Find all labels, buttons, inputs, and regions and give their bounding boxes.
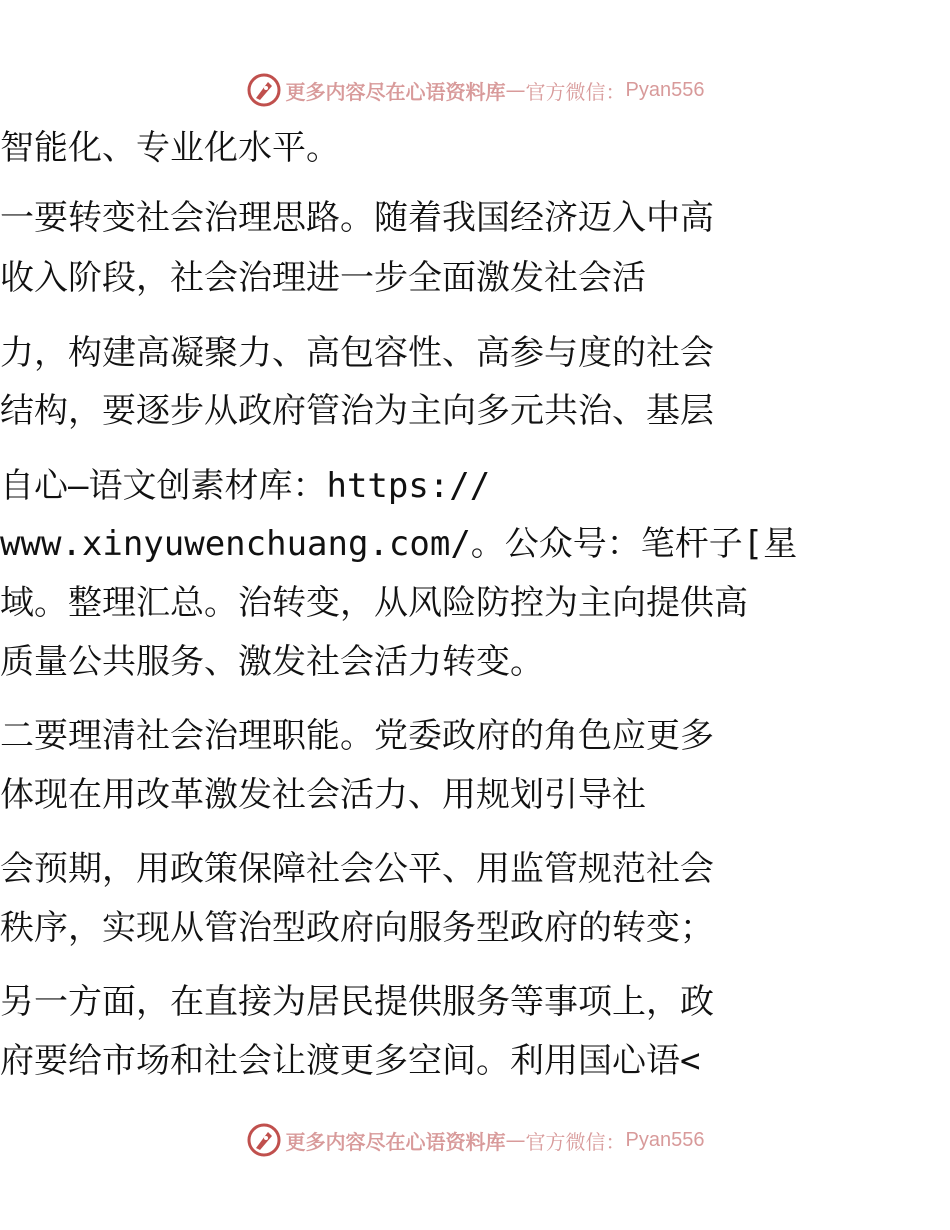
banner-title: 更多内容尽在心语资料库 bbox=[285, 1129, 506, 1154]
footer-banner bbox=[0, 1120, 950, 1160]
pen-nib-logo-icon bbox=[246, 1122, 282, 1158]
banner-wechat-label: 官方微信： bbox=[525, 1129, 626, 1154]
text-line: 府要给市场和社会让渡更多空间。利用国心语< bbox=[0, 1041, 701, 1081]
text-line: 自心—语文创素材库：https:// bbox=[0, 466, 491, 506]
banner-wechat-id: Pyan556 bbox=[625, 1128, 705, 1151]
text-line: 质量公共服务、激发社会活力转变。 bbox=[0, 642, 544, 682]
text-line: 会预期，用政策保障社会公平、用监管规范社会 bbox=[0, 849, 714, 889]
text-line: 力，构建高凝聚力、高包容性、高参与度的社会 bbox=[0, 333, 714, 373]
text-line: 另一方面，在直接为居民提供服务等事项上，政 bbox=[0, 982, 714, 1022]
text-line: 域。整理汇总。治转变，从风险防控为主向提供高 bbox=[0, 583, 748, 623]
banner-title: 更多内容尽在心语资料库 bbox=[285, 79, 506, 104]
text-line: 结构，要逐步从政府管治为主向多元共治、基层 bbox=[0, 391, 714, 431]
banner-wechat-label: 官方微信： bbox=[525, 79, 626, 104]
banner-separator: — bbox=[505, 1128, 526, 1152]
banner-separator: — bbox=[505, 78, 526, 102]
text-line: 秩序，实现从管治型政府向服务型政府的转变； bbox=[0, 908, 714, 948]
text-line: 一要转变社会治理思路。随着我国经济迈入中高 bbox=[0, 198, 714, 238]
text-line: 智能化、专业化水平。 bbox=[0, 128, 340, 168]
banner-wechat-id: Pyan556 bbox=[625, 78, 705, 101]
text-line: 二要理清社会治理职能。党委政府的角色应更多 bbox=[0, 716, 714, 756]
text-line: 收入阶段，社会治理进一步全面激发社会活 bbox=[0, 258, 646, 298]
text-line: www.xinyuwenchuang.com/。公众号：笔杆子[星 bbox=[0, 524, 798, 564]
text-line: 体现在用改革激发社会活力、用规划引导社 bbox=[0, 775, 646, 815]
